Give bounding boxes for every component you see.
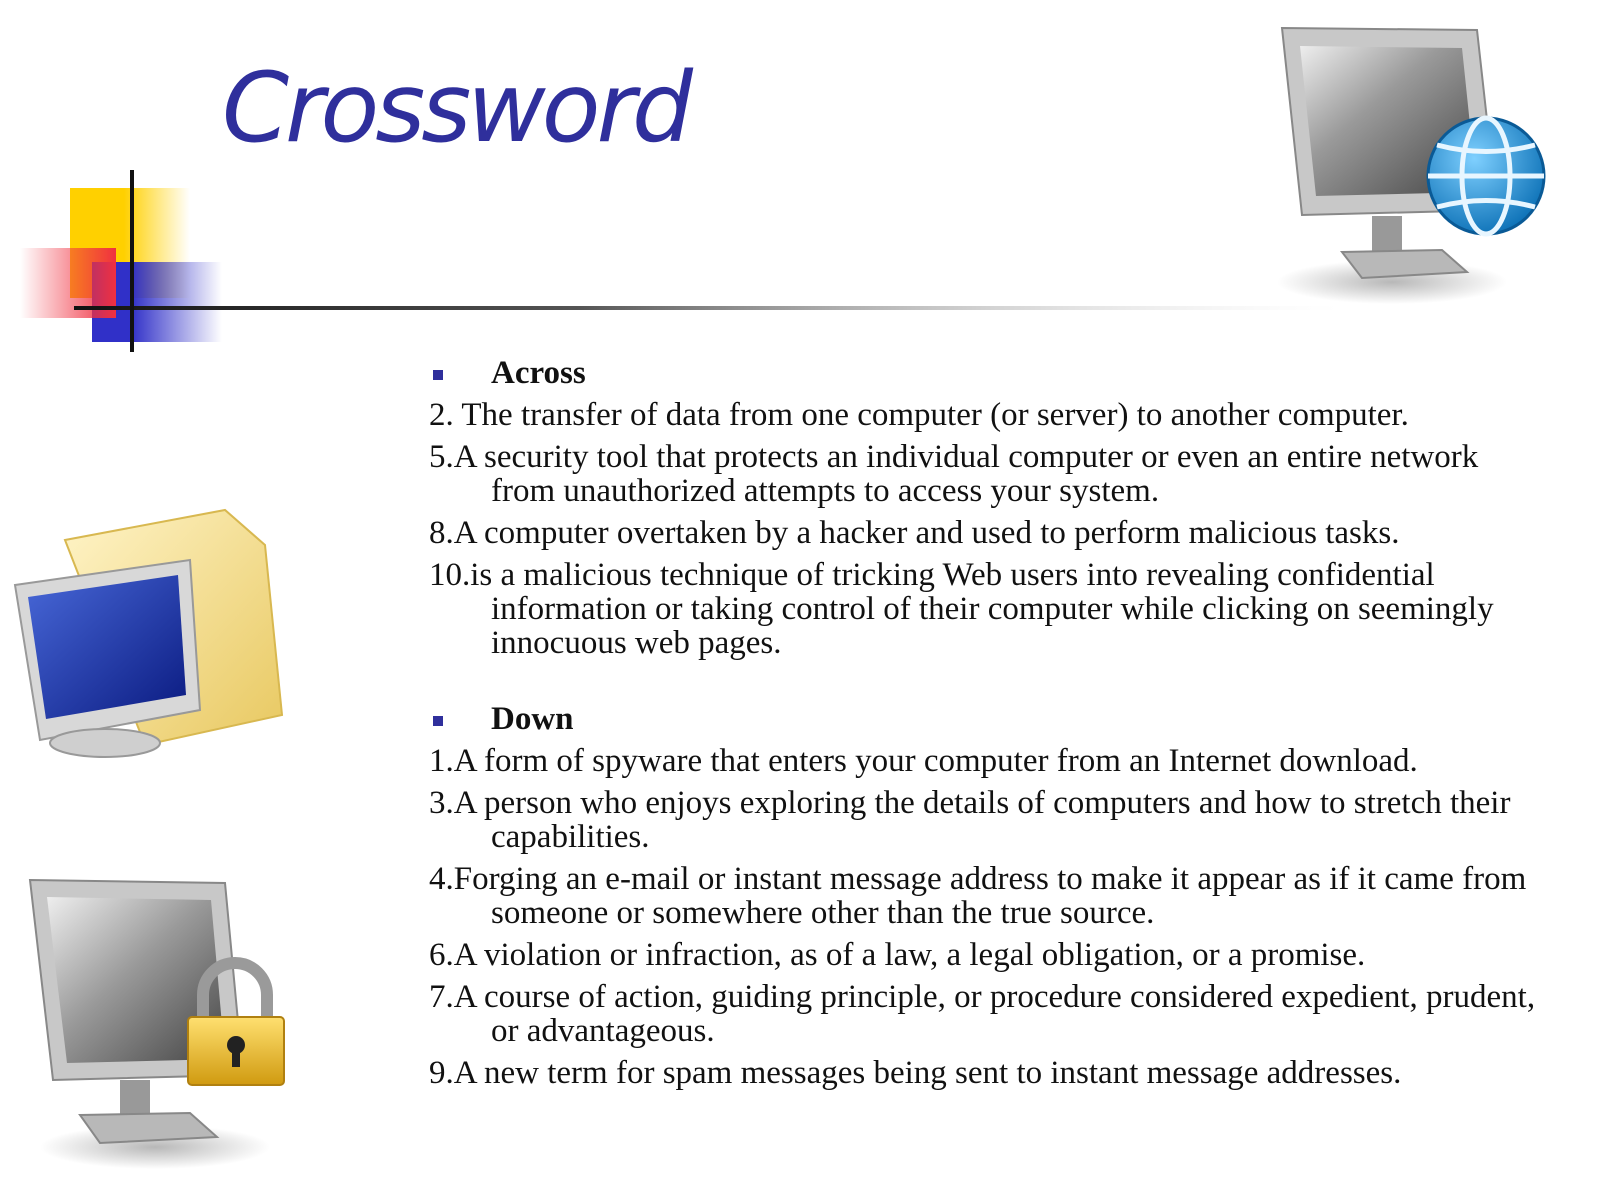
across-clue: 5.A security tool that protects an individual computer or even an entire network from unauthorized attempts to access your system. [429,439,1479,509]
across-heading [429,356,1549,390]
down-clue: 6.A violation or infraction, as of a law, a legal obligation, or a promise. [429,937,1366,973]
across-clue: 10.is a malicious technique of tricking Web users into revealing confidential information or taking control of their computer while clicking on seemingly innocuous web pages. [429,557,1494,661]
down-heading-label: Down [491,701,574,737]
slide-title: Crossword [222,52,689,164]
bullet-square-icon [433,370,443,380]
down-clue: 1.A form of spyware that enters your computer from an Internet download. [429,743,1418,779]
across-clue: 2. The transfer of data from one computer (or server) to another computer. [429,397,1409,433]
down-clue: 9.A new term for spam messages being sent to instant message addresses. [429,1055,1402,1091]
down-heading [429,702,1549,736]
monitor-globe-icon [1272,20,1552,310]
down-clue: 4.Forging an e-mail or instant message address to make it appear as if it came from someone or somewhere other than the true source. [429,861,1527,931]
bullet-square-icon [433,716,443,726]
down-clue: 3.A person who enjoys exploring the details of computers and how to stretch their capabilities. [429,785,1511,855]
monitor-lock-icon [25,875,295,1175]
decorative-squares-graphic [20,170,1340,360]
across-clue: 8.A computer overtaken by a hacker and used to perform malicious tasks. [429,515,1400,551]
monitor-folder-icon [10,505,310,775]
across-heading-label: Across [491,355,586,391]
clue-list [429,356,1549,1098]
down-clue: 7.A course of action, guiding principle, or procedure considered expedient, prudent, or advantageous. [429,979,1536,1049]
